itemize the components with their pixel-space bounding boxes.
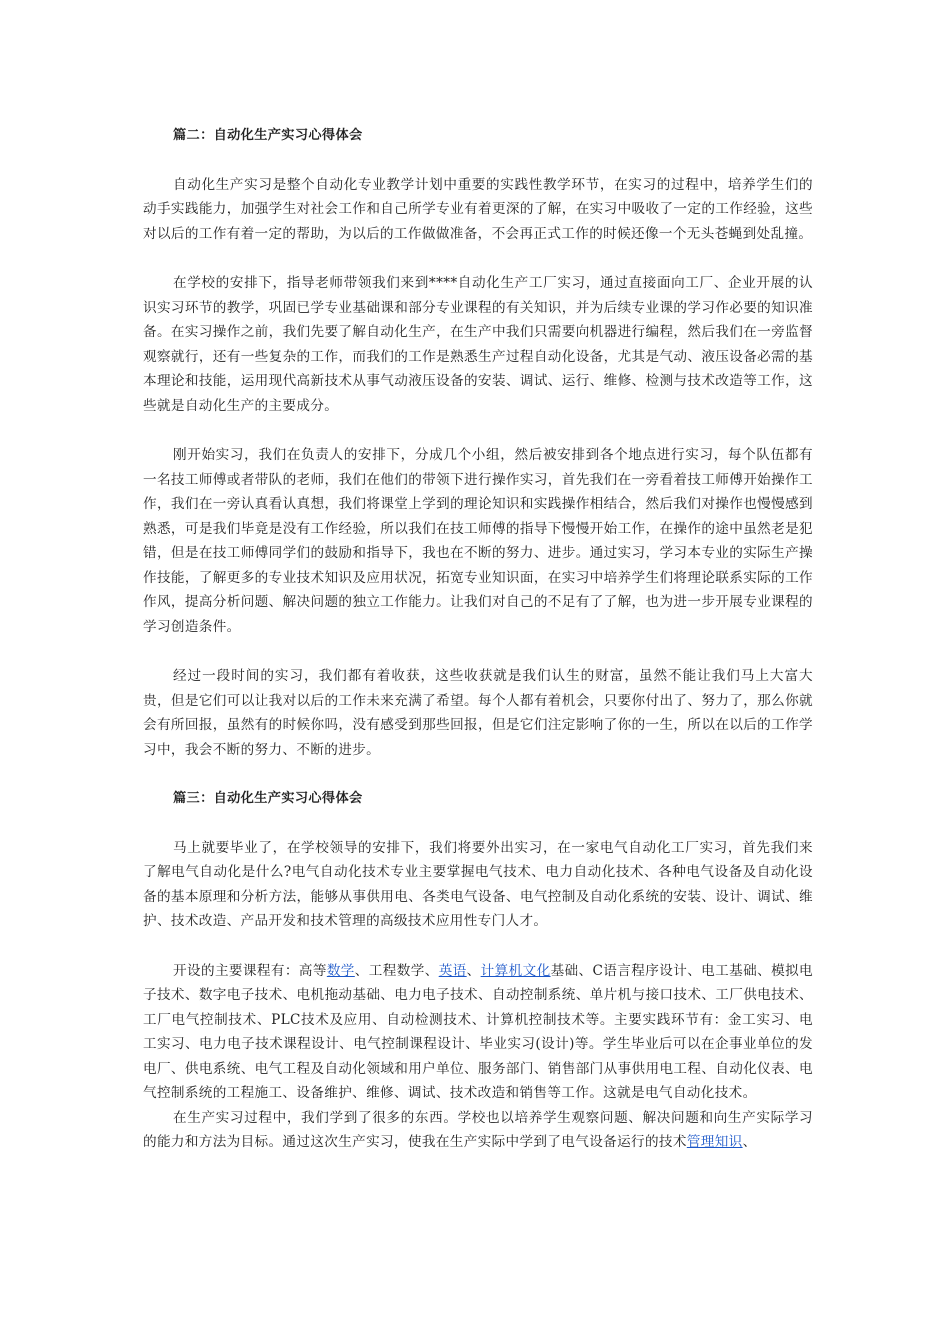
courses-text: 、工程数学、	[354, 962, 439, 979]
management-knowledge-link[interactable]: 管理知识	[686, 1134, 743, 1150]
courses-text: 、	[466, 962, 481, 979]
final-paragraph	[143, 1106, 813, 1155]
english-link[interactable]: 英语	[438, 962, 467, 979]
final-text: 在生产实习过程中，我们学到了很多的东西。学校也以培养学生观察问题、解决问题和向生产实际学习的能力和方法为目标。通过这次生产实习，使我在生产实际中学到了电气设备运行的技术	[143, 1109, 813, 1150]
document-content	[143, 124, 813, 1155]
paragraph: 马上就要毕业了，在学校领导的安排下，我们将要外出实习，在一家电气自动化工厂实习，首先我们来了解电气自动化是什么?电气自动化技术专业主要掌握电气技术、电力自动化技术、各种电气设备及自动化设备的基本原理和分析方法，能够从事供用电、各类电气设备、电气控制及自动化系统的安装、设计、调试、维护、技术改造、产品开发和技术管理的高级技术应用性专门人才。	[143, 839, 813, 929]
paragraph: 刚开始实习，我们在负责人的安排下，分成几个小组，然后被安排到各个地点进行实习，每个队伍都有一名技工师傅或者带队的老师，我们在他们的带领下进行操作实习，首先我们在一旁看着技工师傅开始操作工作，我们在一旁认真看认真想，我们将课堂上学到的理论知识和实践操作相结合，然后我们对操作也慢慢感到熟悉，可是我们毕竟是没有工作经验，所以我们在技工师傅的指导下慢慢开始工作，在操作的途中虽然老是犯错，但是在技工师傅同学们的鼓励和指导下，我也在不断的努力、进步。通过实习，学习本专业的实际生产操作技能，了解更多的专业技术知识及应用状况，拓宽专业知识面，在实习中培养学生们将理论联系实际的工作作风，提高分析问题、解决问题的独立工作能力。让我们对自己的不足有了了解，也为进一步开展专业课程的学习创造条件。	[143, 447, 813, 635]
courses-paragraph	[143, 959, 813, 1106]
section-heading-2: 篇二：自动化生产实习心得体会	[173, 128, 363, 143]
paragraph: 自动化生产实习是整个自动化专业教学计划中重要的实践性教学环节，在实习的过程中，培养学生们的动手实践能力，加强学生对社会工作和自己所学专业有着更深的了解，在实习中吸收了一定的工作经验，这些对以后的工作有着一定的帮助，为以后的工作做做准备，不会再正式工作的时候还像一个无头苍蝇到处乱撞。	[143, 176, 813, 242]
section-heading-3: 篇三：自动化生产实习心得体会	[173, 791, 363, 806]
final-text: 、	[742, 1134, 757, 1150]
computer-culture-link[interactable]: 计算机文化	[480, 962, 551, 979]
paragraph: 在学校的安排下，指导老师带领我们来到****自动化生产工厂实习，通过直接面向工厂、企业开展的认识实习环节的教学，巩固已学专业基础课和部分专业课程的有关知识，并为后续专业课的学习作必要的知识准备。在实习操作之前，我们先要了解自动化生产，在生产中我们只需要向机器进行编程，然后我们在一旁监督观察就行，还有一些复杂的工作，而我们的工作是熟悉生产过程自动化设备，尤其是气动、液压设备必需的基本理论和技能，运用现代高新技术从事气动液压设备的安装、调试、运行、维修、检测与技术改造等工作，这些就是自动化生产的主要成分。	[143, 275, 813, 414]
courses-text: 开设的主要课程有：高等	[173, 962, 327, 979]
courses-text: 基础、C语言程序设计、电工基础、模拟电子技术、数字电子技术、电机拖动基础、电力电子技术、自动控制系统、单片机与接口技术、工厂供电技术、工厂电气控制技术、PLC技术及应用、自动检测技术、计算机控制技术等。主要实践环节有：金工实习、电工实习、电力电子技术课程设计、电气控制课程设计、毕业实习(设计)等。学生毕业后可以在企事业单位的发电厂、供电系统、电气工程及自动化领域和用户单位、服务部门、销售部门从事供用电工程、自动化仪表、电气控制系统的工程施工、设备维护、维修、调试、技术改造和销售等工作。这就是电气自动化技术。	[143, 962, 813, 1101]
paragraph: 经过一段时间的实习，我们都有着收获，这些收获就是我们认生的财富，虽然不能让我们马上大富大贵，但是它们可以让我对以后的工作未来充满了希望。每个人都有着机会，只要你付出了、努力了，那么你就会有所回报，虽然有的时候你吗，没有感受到那些回报，但是它们注定影响了你的一生，所以在以后的工作学习中，我会不断的努力、不断的进步。	[143, 668, 813, 758]
math-link[interactable]: 数学	[326, 962, 355, 979]
